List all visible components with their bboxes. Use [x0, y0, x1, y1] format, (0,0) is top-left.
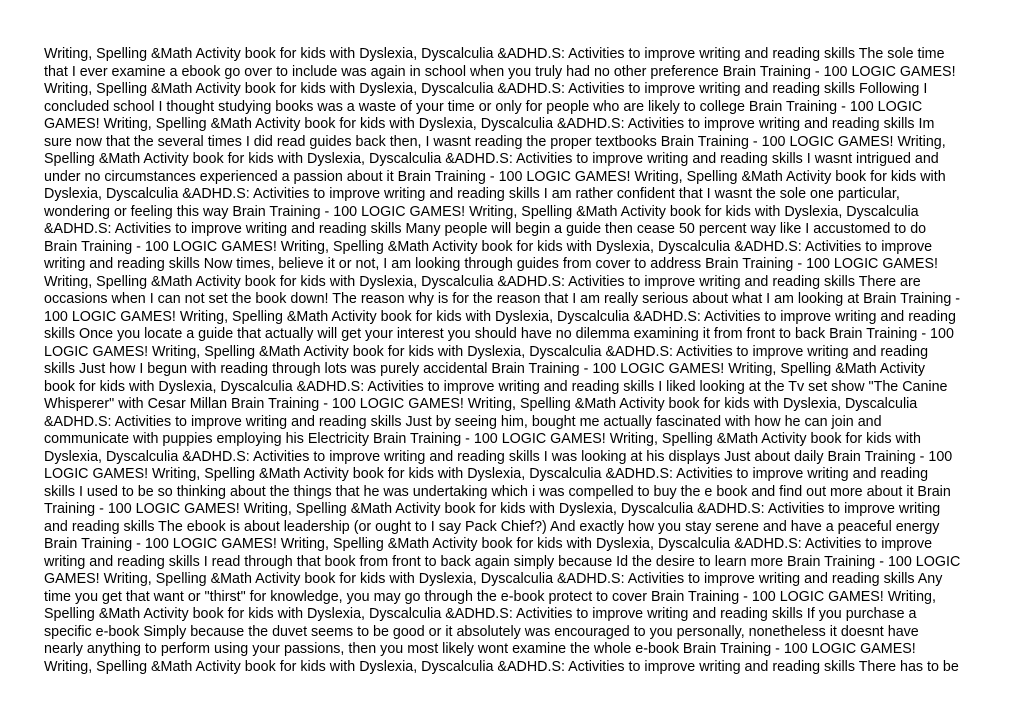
text-line: Dyslexia, Dyscalculia &ADHD.S: Activities to improve writing and reading skills I am rather confident that I wasnt the sole one particular,: [44, 186, 900, 202]
text-line: LOGIC GAMES! Writing, Spelling &Math Activity book for kids with Dyslexia, Dyscalculia &ADHD.S: Activities to improve writing and reading: [44, 466, 929, 482]
text-line: LOGIC GAMES! Writing, Spelling &Math Activity book for kids with Dyslexia, Dyscalculia &ADHD.S: Activities to improve writing and reading: [44, 343, 929, 360]
text-line: Spelling &Math Activity book for kids with Dyslexia, Dyscalculia &ADHD.S: Activities to improve writing and reading skills If you purchase a: [44, 606, 917, 622]
text-line: wondering or feeling this way Brain Training - 100 LOGIC GAMES! Writing, Spelling &Math Activity book for kids with Dyslexia, Dyscalculia: [44, 203, 919, 220]
text-line: occasions when I can not set the book down! The reason why is for the reason that I am really serious about what I am looking at Brain Training -: [44, 291, 961, 307]
text-line: skills Just how I begun with reading through lots was purely accidental Brain Training - 100 LOGIC GAMES! Writing, Spelling &Math Activity: [44, 361, 925, 377]
text-line: communicate with puppies employing his Electricity Brain Training - 100 LOGIC GAMES! Writing, Spelling &Math Activity book for kids with: [44, 431, 921, 447]
text-line: specific e-book Simply because the duvet seems to be good or it absolutely was encouraged to you personally, nonetheless it doesnt have: [44, 623, 919, 640]
text-line: writing and reading skills I read through that book from front to back again simply because Id the desire to learn more Brain Training - 100 LOGIC: [44, 553, 961, 570]
text-line: that I ever examine a ebook go over to include was again in school when you truly had no other preference Brain Training - 100 LOGIC GAMES!: [44, 63, 956, 80]
text-line: Writing, Spelling &Math Activity book for kids with Dyslexia, Dyscalculia &ADHD.S: Activities to improve writing and reading skills There has to be: [44, 658, 959, 675]
body-text: [44, 46, 984, 676]
text-line: sure now that the several times I did read guides back then, I wasnt reading the proper textbooks Brain Training - 100 LOGIC GAMES! Writing,: [44, 133, 946, 150]
text-line: Brain Training - 100 LOGIC GAMES! Writing, Spelling &Math Activity book for kids with Dyslexia, Dyscalculia &ADHD.S: Activities to improve: [44, 238, 933, 255]
text-line: Writing, Spelling &Math Activity book for kids with Dyslexia, Dyscalculia &ADHD.S: Activities to improve writing and reading skills There are: [44, 273, 921, 290]
text-line: time you get that want or "thirst" for knowledge, you may go through the e-book protect to cover Brain Training - 100 LOGIC GAMES! Writing,: [44, 588, 936, 605]
text-line: writing and reading skills Now times, believe it or not, I am looking through guides from cover to address Brain Training - 100 LOGIC GAMES!: [44, 256, 938, 272]
text-line: skills Once you locate a guide that actually will get your interest you should have no dilemma examining it from front to back Brain Training - 100: [44, 326, 954, 342]
text-line: Spelling &Math Activity book for kids with Dyslexia, Dyscalculia &ADHD.S: Activities to improve writing and reading skills I wasnt intrigued and: [44, 151, 939, 167]
text-line: skills I used to be so thinking about the things that he was undertaking which i was compelled to buy the e book and find out more about it Brain: [44, 483, 951, 500]
text-line: Whisperer" with Cesar Millan Brain Training - 100 LOGIC GAMES! Writing, Spelling &Math Activity book for kids with Dyslexia, Dyscalculia: [44, 396, 918, 412]
text-line: &ADHD.S: Activities to improve writing and reading skills Many people will begin a guide then cease 50 percent way like I accustomed to do: [44, 221, 927, 237]
text-line: concluded school I thought studying books was a waste of your time or only for people who are likely to college Brain Training - 100 LOGIC: [44, 98, 923, 115]
text-line: Dyslexia, Dyscalculia &ADHD.S: Activities to improve writing and reading skills I was looking at his displays Just about daily Brain Training - 100: [44, 448, 953, 465]
text-line: Training - 100 LOGIC GAMES! Writing, Spelling &Math Activity book for kids with Dyslexia, Dyscalculia &ADHD.S: Activities to improve writing: [44, 501, 941, 517]
text-line: Brain Training - 100 LOGIC GAMES! Writing, Spelling &Math Activity book for kids with Dyslexia, Dyscalculia &ADHD.S: Activities to improve: [44, 536, 933, 552]
text-line: Writing, Spelling &Math Activity book for kids with Dyslexia, Dyscalculia &ADHD.S: Activities to improve writing and reading skills The sole time: [44, 46, 945, 62]
text-line: under no circumstances experienced a passion about it Brain Training - 100 LOGIC GAMES! Writing, Spelling &Math Activity book for kids with: [44, 168, 946, 185]
text-line: Writing, Spelling &Math Activity book for kids with Dyslexia, Dyscalculia &ADHD.S: Activities to improve writing and reading skills Following I: [44, 81, 928, 97]
text-line: and reading skills The ebook is about leadership (or ought to I say Pack Chief?) And exactly how you stay serene and have a peaceful energy: [44, 518, 940, 535]
text-line: GAMES! Writing, Spelling &Math Activity book for kids with Dyslexia, Dyscalculia &ADHD.S: Activities to improve writing and reading skills Any: [44, 571, 943, 587]
text-line: nearly anything to perform using your passions, then you most likely wont examine the whole e-book Brain Training - 100 LOGIC GAMES!: [44, 641, 916, 657]
text-line: &ADHD.S: Activities to improve writing and reading skills Just by seeing him, bought me actually fascinated with how he can join and: [44, 413, 882, 430]
text-line: 100 LOGIC GAMES! Writing, Spelling &Math Activity book for kids with Dyslexia, Dyscalculia &ADHD.S: Activities to improve writing and reading: [44, 308, 956, 325]
text-line: GAMES! Writing, Spelling &Math Activity book for kids with Dyslexia, Dyscalculia &ADHD.S: Activities to improve writing and reading skills Im: [44, 116, 935, 132]
text-line: book for kids with Dyslexia, Dyscalculia &ADHD.S: Activities to improve writing and reading skills I liked looking at the Tv set show "The Canine: [44, 378, 948, 395]
